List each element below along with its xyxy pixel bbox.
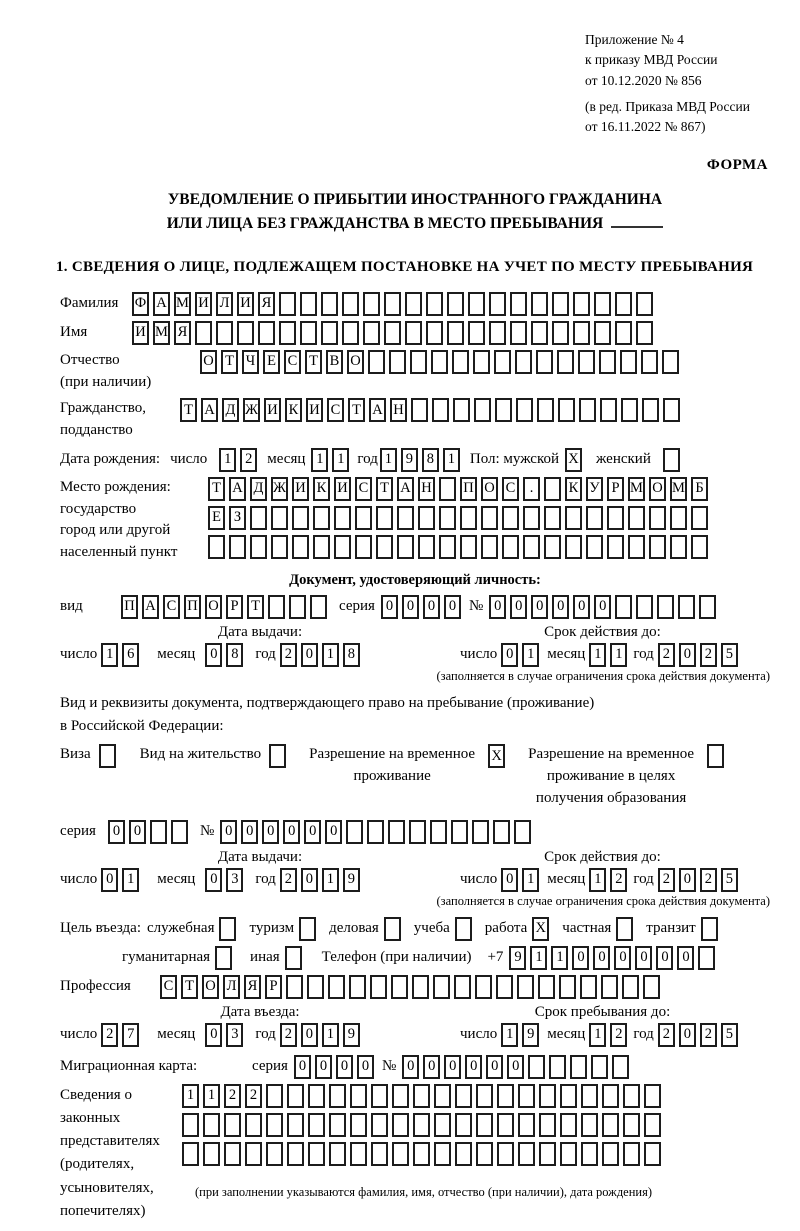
form-title-line2: ИЛИ ЛИЦА БЕЗ ГРАЖДАНСТВА В МЕСТО ПРЕБЫВАНИЯ: [166, 214, 604, 232]
representatives-label: Сведения о законных представителях (родителях, усыновителях, попечителях): [60, 1086, 160, 1219]
title-blank-line: [611, 214, 663, 228]
restriction-note: (заполняется в случае ограничения срока действия документа): [436, 668, 770, 683]
field-birth-place: [60, 477, 770, 564]
purpose-commercial-checkbox[interactable]: [384, 917, 405, 941]
birth-month-cells[interactable]: 1 1: [311, 448, 353, 472]
surname-cells[interactable]: Ф А М И Л И Я: [132, 292, 657, 316]
identity-doc-row: [60, 595, 770, 619]
doc-kind-label: вид: [60, 598, 83, 615]
name-label: Имя: [60, 323, 88, 340]
phone-cells[interactable]: 9 1 1 0 0 0 0 0 0: [509, 946, 719, 970]
residence-permit-checkbox[interactable]: [269, 744, 290, 768]
phone-prefix: +7: [487, 949, 504, 965]
issue-date-title: Дата выдачи:: [217, 623, 303, 640]
birth-place-label: Место рождения: государство город или другой населенный пункт: [60, 478, 178, 560]
valid-year-cells[interactable]: 2 0 2 5: [658, 643, 742, 667]
purpose-private-checkbox[interactable]: [616, 917, 637, 941]
identity-doc-heading: Документ, удостоверяющий личность:: [289, 571, 541, 588]
field-citizenship: [60, 398, 770, 442]
representatives-cells-row2[interactable]: [182, 1113, 665, 1137]
number-label: №: [381, 1058, 397, 1074]
field-surname: [60, 292, 770, 316]
residence-doc-options: [60, 744, 770, 809]
representatives-block: [60, 1084, 770, 1224]
stay-day-cells[interactable]: 1 9: [501, 1023, 543, 1047]
year-label: год: [357, 451, 378, 468]
purpose-tourism-checkbox[interactable]: [299, 917, 320, 941]
visit-purpose-row2: гуманитарная иная Телефон (при наличии) +7 9 1 1 0 0 0 0 0 0: [122, 946, 770, 970]
citizenship-label: Гражданство, подданство: [60, 400, 147, 438]
issue-month-cells[interactable]: 0 8: [205, 643, 247, 667]
representatives-note: (при заполнении указываются фамилия, имя, отчество (при наличии), дата рождения): [194, 1184, 653, 1199]
residence-seriya-cells[interactable]: 0 0: [108, 820, 192, 844]
field-profession: [60, 975, 770, 999]
birth-day-cells[interactable]: 1 2: [219, 448, 261, 472]
month-label: месяц: [267, 451, 306, 468]
purpose-humanitarian-checkbox[interactable]: [215, 946, 236, 970]
field-name: [60, 321, 770, 345]
entry-month-cells[interactable]: 0 3: [205, 1023, 247, 1047]
surname-label: Фамилия: [60, 294, 119, 311]
migration-card-row: [60, 1055, 770, 1079]
purpose-transit-checkbox[interactable]: [701, 917, 722, 941]
identity-doc-dates: Дата выдачи: число 1 6 месяц 0 8 год 2 0 1 8 Срок действия до: число 0 1 месяц 1 1 год 2 0 2 5: [60, 624, 770, 667]
stay-year-cells[interactable]: 2 0 2 5: [658, 1023, 742, 1047]
valid-day-cells[interactable]: 0 1: [501, 643, 543, 667]
sex-male-checkbox[interactable]: X: [565, 448, 586, 472]
doc-number-cells[interactable]: 0 0 0 0 0 0: [489, 595, 720, 619]
migration-card-label: Миграционная карта:: [60, 1057, 198, 1074]
birth-date-label: Дата рождения:: [60, 451, 161, 468]
seriya-label: серия: [252, 1058, 288, 1074]
res-issue-year-cells[interactable]: 2 0 1 9: [280, 868, 364, 892]
temp-residence-checkbox[interactable]: X: [488, 744, 509, 768]
ref-line: от 10.12.2020 № 856: [585, 72, 702, 88]
name-cells[interactable]: И М Я: [132, 321, 657, 345]
res-issue-month-cells[interactable]: 0 3: [205, 868, 247, 892]
entry-year-cells[interactable]: 2 0 1 9: [280, 1023, 364, 1047]
ref-edition-line: от 16.11.2022 № 867): [585, 119, 706, 134]
representatives-cells-row3[interactable]: [182, 1142, 665, 1166]
number-label: №: [199, 823, 215, 839]
migration-number-cells[interactable]: 0 0 0 0 0 0: [402, 1055, 633, 1079]
seriya-label: серия: [60, 823, 96, 839]
form-title-line1: УВЕДОМЛЕНИЕ О ПРИБЫТИИ ИНОСТРАННОГО ГРАЖДАНИНА: [167, 191, 663, 209]
res-valid-year-cells[interactable]: 2 0 2 5: [658, 868, 742, 892]
option-temp-residence-education: Разрешение на временное проживание в целях получения образования: [523, 744, 728, 809]
purpose-study-checkbox[interactable]: [455, 917, 476, 941]
form-title: [60, 188, 770, 235]
restriction-note: (заполняется в случае ограничения срока действия документа): [436, 893, 770, 908]
valid-until-title: Срок действия до:: [544, 623, 661, 640]
section1-heading: 1. СВЕДЕНИЯ О ЛИЦЕ, ПОДЛЕЖАЩЕМ ПОСТАНОВКЕ НА УЧЕТ ПО МЕСТУ ПРЕБЫВАНИЯ: [56, 258, 754, 275]
visa-checkbox[interactable]: [99, 744, 120, 768]
issue-year-cells[interactable]: 2 0 1 8: [280, 643, 364, 667]
residence-doc-dates: Дата выдачи: число 0 1 месяц 0 3 год 2 0 1 9 Срок действия до: число 0 1 месяц 1 2 год 2 0 2 5: [60, 849, 770, 892]
day-label: число: [170, 451, 208, 468]
res-issue-day-cells[interactable]: 0 1: [101, 868, 143, 892]
birth-place-cells-row2[interactable]: Е З: [208, 506, 712, 530]
profession-cells[interactable]: С Т О Л Я Р: [160, 975, 664, 999]
ref-line: Приложение № 4: [585, 32, 684, 47]
purpose-label: Цель въезда:: [60, 920, 141, 936]
sex-female-checkbox[interactable]: [663, 448, 684, 472]
valid-month-cells[interactable]: 1 1: [589, 643, 631, 667]
doc-seriya-cells[interactable]: 0 0 0 0: [381, 595, 465, 619]
header-reference: [585, 30, 770, 137]
res-valid-day-cells[interactable]: 0 1: [501, 868, 543, 892]
doc-kind-cells[interactable]: П А С П О Р Т: [121, 595, 331, 619]
entry-stay-dates: Дата въезда: число 2 7 месяц 0 3 год 2 0 1 9 Срок пребывания до: число 1 9 месяц 1 2 год 2 0 2 5: [60, 1004, 770, 1047]
field-patronymic: [60, 350, 770, 394]
residence-doc-intro: Вид и реквизиты документа, подтверждающего право на пребывание (проживание) в Российской Федерации:: [60, 694, 595, 734]
representatives-cells-row1[interactable]: 1 1 2 2: [182, 1084, 665, 1108]
migration-seriya-cells[interactable]: 0 0 0 0: [294, 1055, 378, 1079]
purpose-business-checkbox[interactable]: [219, 917, 240, 941]
patronymic-label: Отчество (при наличии): [60, 351, 152, 390]
purpose-work-checkbox[interactable]: X: [532, 917, 553, 941]
temp-residence-education-checkbox[interactable]: [707, 744, 728, 768]
ref-line: к приказу МВД России: [585, 52, 718, 68]
option-residence-permit: Вид на жительство: [140, 744, 290, 768]
birth-year-cells[interactable]: 1 9 8 1: [380, 448, 464, 472]
option-visa: Виза: [60, 744, 120, 768]
option-temp-residence: Разрешение на временное проживание X: [304, 744, 509, 788]
phone-label: Телефон (при наличии): [321, 949, 472, 965]
citizenship-cells[interactable]: Т А Д Ж И К И С Т А Н: [180, 398, 684, 422]
entry-day-cells[interactable]: 2 7: [101, 1023, 143, 1047]
birth-place-cells-row3[interactable]: [208, 535, 712, 559]
visit-purpose-row: Цель въезда: служебная туризм деловая учеба работа X частная транзит: [60, 917, 770, 941]
ref-edition-line: (в ред. Приказа МВД России: [585, 98, 750, 114]
residence-doc-seriya-row: [60, 820, 770, 844]
seriya-label: серия: [339, 598, 375, 615]
birth-place-cells-row1[interactable]: Т А Д Ж И К И С Т А Н П О С . К У Р М О М Б: [208, 477, 712, 501]
profession-label: Профессия: [60, 977, 131, 994]
field-birth-date: [60, 448, 770, 472]
number-label: №: [468, 598, 484, 615]
residence-number-cells[interactable]: 0 0 0 0 0 0: [220, 820, 535, 844]
patronymic-cells[interactable]: О Т Ч Е С Т В О: [200, 350, 683, 374]
res-valid-month-cells[interactable]: 1 2: [589, 868, 631, 892]
stay-month-cells[interactable]: 1 2: [589, 1023, 631, 1047]
purpose-other-checkbox[interactable]: [285, 946, 306, 970]
sex-male-label: Пол: мужской: [469, 451, 560, 468]
sex-female-label: женский: [596, 451, 651, 468]
issue-day-cells[interactable]: 1 6: [101, 643, 143, 667]
forma-label: ФОРМА: [706, 157, 768, 174]
